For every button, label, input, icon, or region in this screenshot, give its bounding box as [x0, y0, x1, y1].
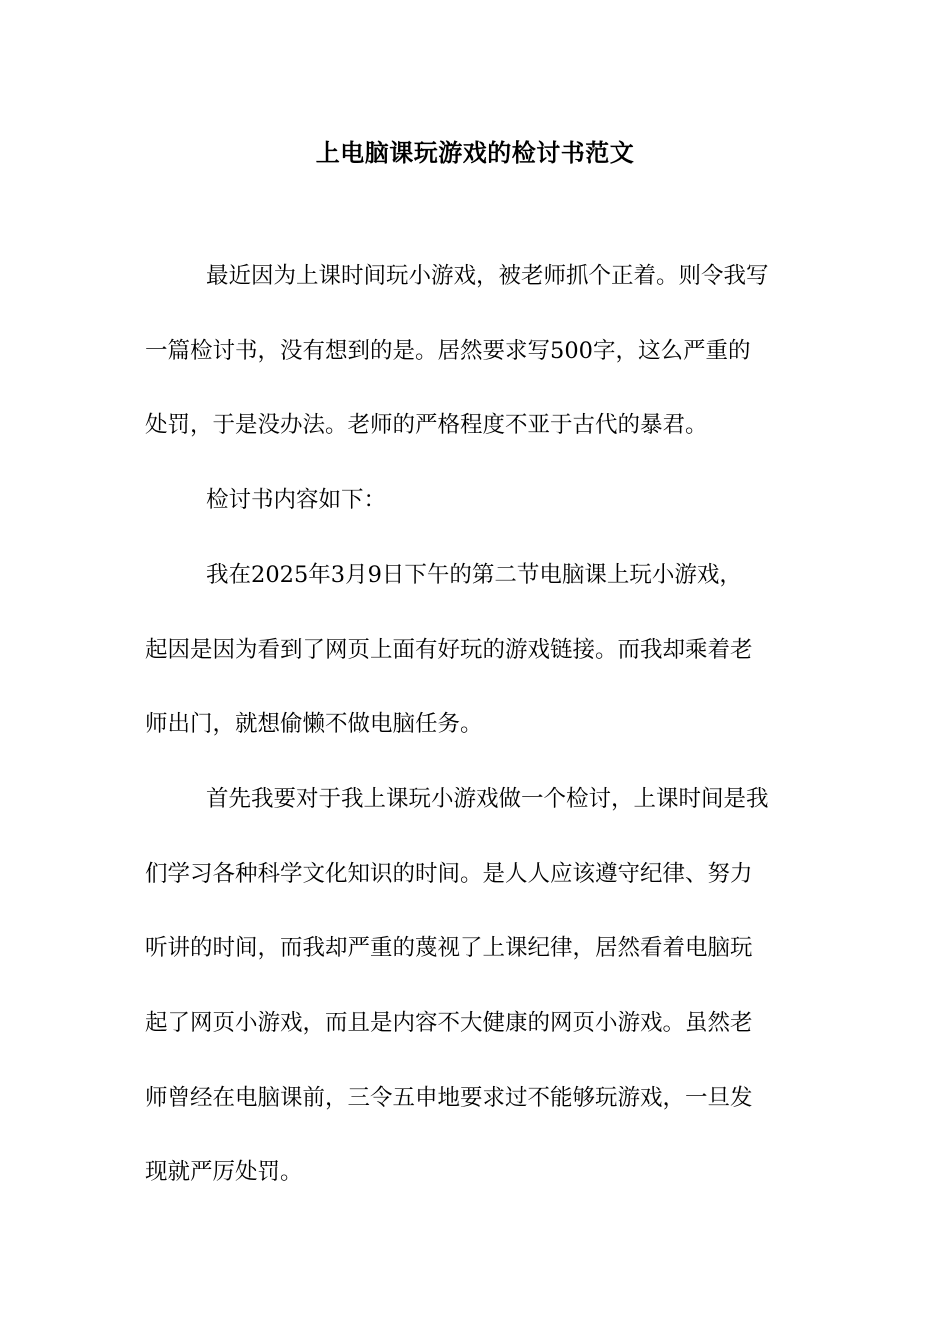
paragraph-4-line-5: 师曾经在电脑课前，三令五申地要求过不能够玩游戏，一旦发 — [145, 1085, 753, 1111]
paragraph-3-line-3: 师出门，就想偷懒不做电脑任务。 — [145, 711, 483, 737]
paragraph-4-line-1: 首先我要对于我上课玩小游戏做一个检讨，上课时间是我 — [206, 786, 769, 812]
paragraph-4-line-2: 们学习各种科学文化知识的时间。是人人应该遵守纪律、努力 — [145, 861, 753, 887]
paragraph-4-line-3: 听讲的时间，而我却严重的蔑视了上课纪律，居然看着电脑玩 — [145, 935, 753, 961]
paragraph-1-line-1: 最近因为上课时间玩小游戏，被老师抓个正着。则令我写 — [206, 263, 769, 289]
paragraph-1-line-3: 处罚，于是没办法。老师的严格程度不亚于古代的暴君。 — [145, 412, 708, 438]
document-title: 上电脑课玩游戏的检讨书范文 — [315, 138, 635, 167]
paragraph-3-line-1: 我在2025年3月9日下午的第二节电脑课上玩小游戏， — [206, 562, 742, 588]
paragraph-3-line-2: 起因是因为看到了网页上面有好玩的游戏链接。而我却乘着老 — [145, 637, 753, 663]
paragraph-1-line-2: 一篇检讨书，没有想到的是。居然要求写500字，这么严重的 — [145, 338, 751, 364]
paragraph-4-line-4: 起了网页小游戏，而且是内容不大健康的网页小游戏。虽然老 — [145, 1010, 753, 1036]
paragraph-4-line-6: 现就严厉处罚。 — [145, 1159, 303, 1185]
paragraph-2-line-1: 检讨书内容如下： — [206, 487, 387, 513]
